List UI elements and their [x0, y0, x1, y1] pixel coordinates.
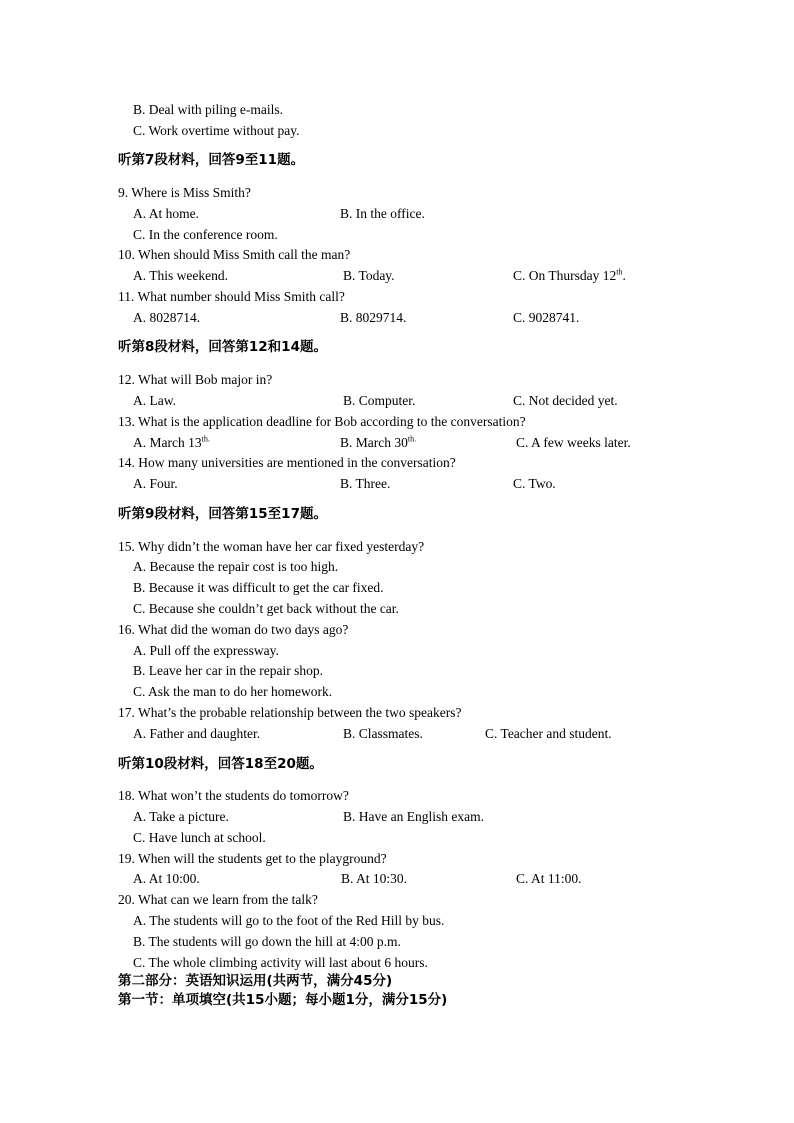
question-15: 15. Why didn’t the woman have her car fixed yesterday? — [118, 539, 425, 554]
q13-option-a: A. March $13^{th.}$ — [133, 434, 210, 450]
q12-option-c: C. Not decided yet. — [513, 393, 618, 408]
section-heading-8: 听第8段材料，回答第12和14题。 — [118, 339, 327, 355]
q14-option-a: A. Four. — [133, 476, 178, 491]
q14-option-b: B. Three. — [340, 476, 391, 491]
q11-option-c: C. 9028741. — [513, 310, 580, 325]
q12-option-a: A. Law. — [133, 393, 176, 408]
q17-option-c: C. Teacher and student. — [485, 726, 612, 741]
q20-option-b: B. The students will go down the hill at 4:00 p.m. — [133, 934, 401, 949]
q17-option-b: B. Classmates. — [343, 726, 423, 741]
question-9: 9. Where is Miss Smith? — [118, 185, 251, 200]
q14-option-c: C. Two. — [513, 476, 556, 491]
question-12: 12. What will Bob major in? — [118, 372, 273, 387]
question-14: 14. How many universities are mentioned in the conversation? — [118, 455, 456, 470]
question-17: 17. What’s the probable relationship between the two speakers? — [118, 705, 462, 720]
section-heading-7: 听第7段材料，回答9至11题。 — [118, 152, 305, 168]
q17-option-a: A. Father and daughter. — [133, 726, 261, 741]
question-13: 13. What is the application deadline for Bob according to the conversation? — [118, 414, 526, 429]
q19-option-c: C. At 11:00. — [516, 871, 582, 886]
question-16: 16. What did the woman do two days ago? — [118, 622, 349, 637]
question-10: 10. When should Miss Smith call the man? — [118, 247, 351, 262]
question-20: 20. What can we learn from the talk? — [118, 892, 318, 907]
question-11: 11. What number should Miss Smith call? — [118, 289, 345, 304]
section-one-heading: 第一节：单项填空(共15小题；每小题1分，满分15分) — [118, 992, 448, 1008]
q10-option-a: A. This weekend. — [133, 268, 228, 283]
q19-option-b: B. At 10:30. — [341, 871, 408, 886]
q13-option-c: C. A few weeks later. — [516, 435, 631, 450]
q20-option-a: A. The students will go to the foot of the Red Hill by bus. — [133, 913, 445, 928]
q11-option-a: A. 8028714. — [133, 310, 201, 325]
q16-option-b: B. Leave her car in the repair shop. — [133, 663, 324, 678]
question-18: 18. What won’t the students do tomorrow? — [118, 788, 349, 803]
section-heading-9: 听第9段材料，回答第15至17题。 — [118, 506, 327, 522]
q15-option-c: C. Because she couldn’t get back without the car. — [133, 601, 399, 616]
q11-option-b: B. 8029714. — [340, 310, 407, 325]
q15-option-b: B. Because it was difficult to get the car fixed. — [133, 580, 384, 595]
q10-option-c: C. On Thursday 12th. — [513, 267, 626, 283]
q16-option-a: A. Pull off the expressway. — [133, 643, 279, 658]
question-19: 19. When will the students get to the playground? — [118, 851, 387, 866]
section-heading-10: 听第10段材料，回答18至20题。 — [118, 756, 323, 772]
q8-option-c: C. Work overtime without pay. — [133, 123, 300, 138]
q20-option-c: C. The whole climbing activity will last about 6 hours. — [133, 955, 428, 970]
q9-option-b: B. In the office. — [340, 206, 425, 221]
q8-option-b: B. Deal with piling e-mails. — [133, 102, 283, 117]
q18-option-c: C. Have lunch at school. — [133, 830, 266, 845]
q9-option-a: A. At home. — [133, 206, 199, 221]
q13-option-b: B. March $30^{th.}$ — [340, 434, 417, 450]
q18-option-b: B. Have an English exam. — [343, 809, 484, 824]
q18-option-a: A. Take a picture. — [133, 809, 229, 824]
q15-option-a: A. Because the repair cost is too high. — [133, 559, 339, 574]
q12-option-b: B. Computer. — [343, 393, 416, 408]
q10-option-b: B. Today. — [343, 268, 395, 283]
part-two-heading: 第二部分：英语知识运用(共两节，满分45分) — [118, 973, 393, 989]
q9-option-c: C. In the conference room. — [133, 227, 278, 242]
q16-option-c: C. Ask the man to do her homework. — [133, 684, 333, 699]
q19-option-a: A. At 10:00. — [133, 871, 200, 886]
